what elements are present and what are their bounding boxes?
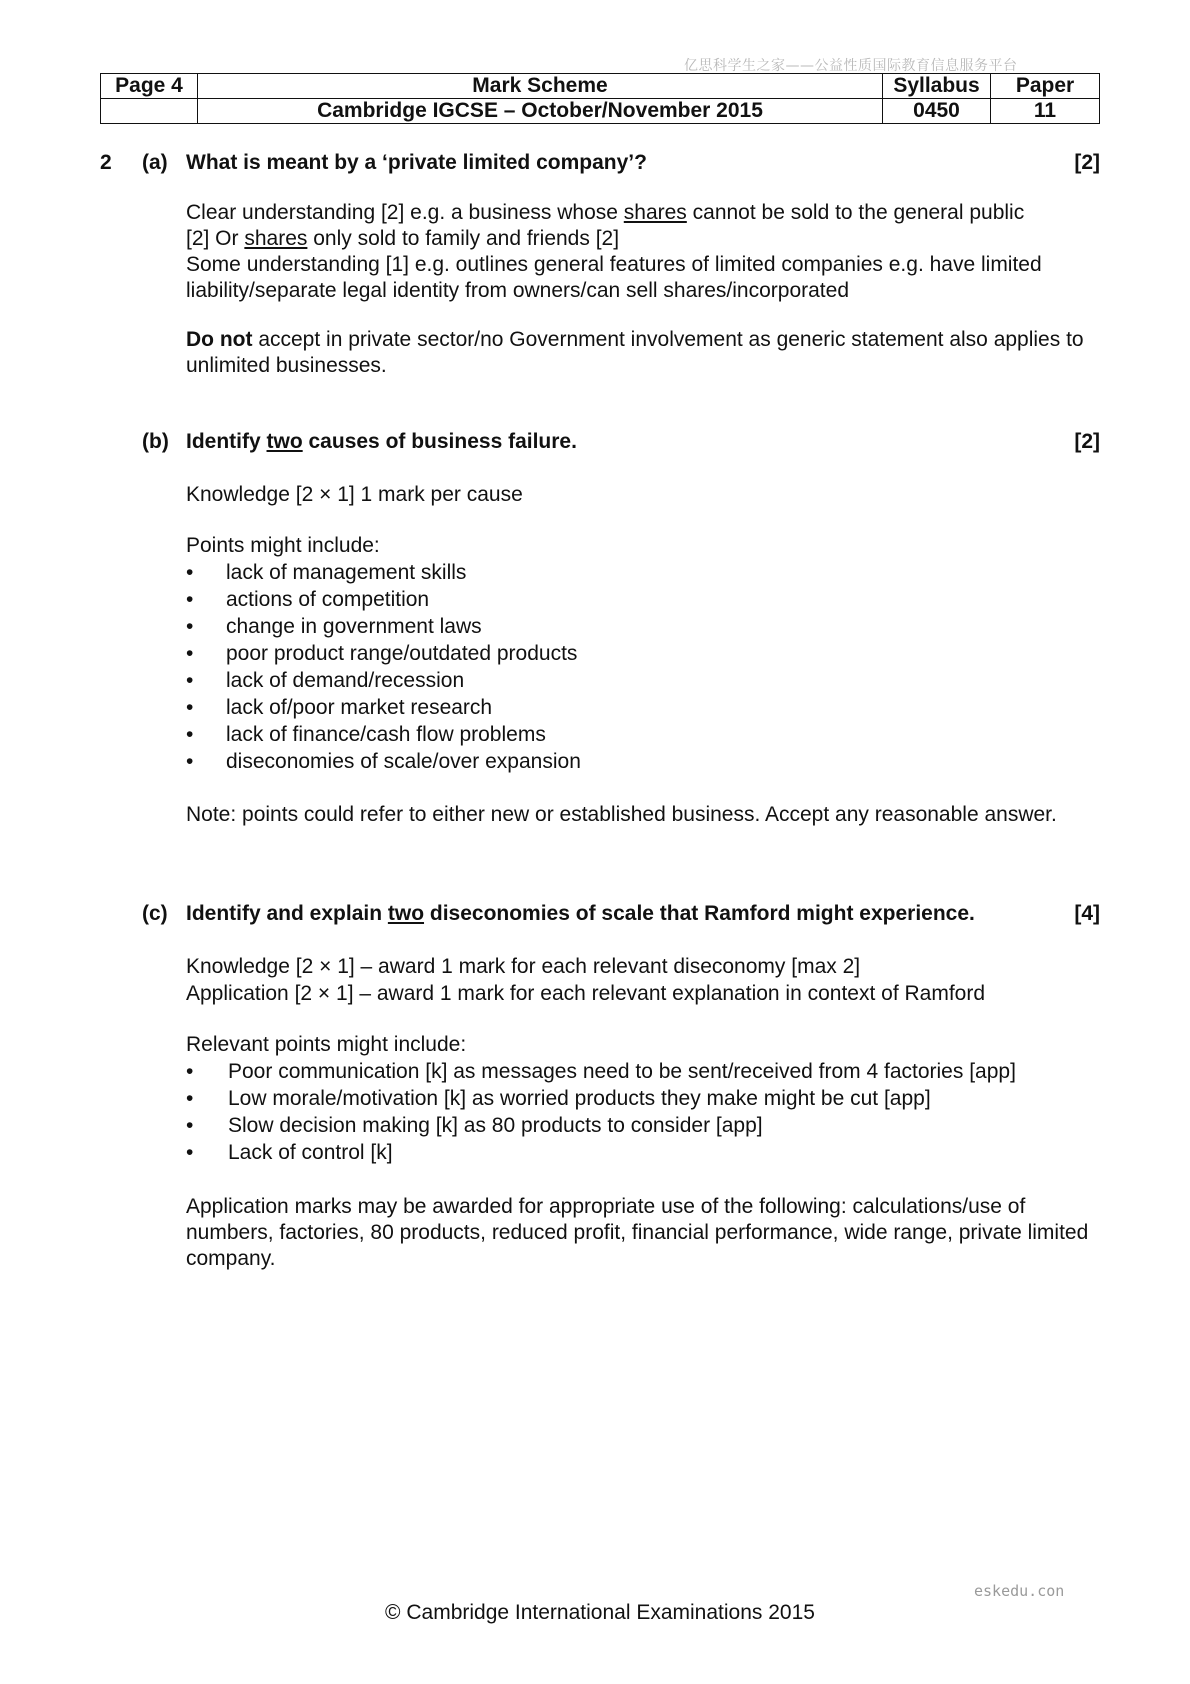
part-c-marks: [4] [1074,902,1100,925]
list-item: • actions of competition [186,586,581,613]
list-item: • diseconomies of scale/over expansion [186,748,581,775]
list-item: • Slow decision making [k] as 80 products to consider [app] [186,1112,1016,1139]
part-b-knowledge: Knowledge [2 × 1] 1 mark per cause [186,483,523,506]
list-item: • change in government laws [186,613,581,640]
list-item: • lack of/poor market research [186,694,581,721]
header-table [100,73,1100,124]
part-b-note: Note: points could refer to either new or established business. Accept any reasonable answer. [186,803,1057,826]
list-item: • lack of finance/cash flow problems [186,721,581,748]
list-item: • lack of demand/recession [186,667,581,694]
part-b-points-list [186,559,581,775]
question-number: 2 [100,151,112,174]
part-a-line3: Some understanding [1] e.g. outlines general features of limited companies e.g. have limited liability/separate legal identity from owners/can sell shares/incorporated [186,253,1042,302]
part-a-marks: [2] [1074,151,1100,174]
page-number: Page 4 [101,74,198,99]
part-a-do-not: Do not accept in private sector/no Government involvement as generic statement also applies to unlimited businesses. [186,328,1084,377]
list-item: • Poor communication [k] as messages need to be sent/received from 4 factories [app] [186,1058,1016,1085]
header-empty-cell [101,99,198,124]
part-a-answer [186,200,1106,304]
list-item: • poor product range/outdated products [186,640,581,667]
part-b-question: Identify two causes of business failure. [186,430,577,453]
syllabus-label: Syllabus [883,74,991,99]
part-c-points-list [186,1058,1016,1166]
part-a-question: What is meant by a ‘private limited company’? [186,151,647,174]
part-b-label: (b) [142,430,169,453]
syllabus-value: 0450 [883,99,991,124]
part-a-line2: [2] Or shares only sold to family and friends [2] [186,227,620,250]
part-c-points-intro: Relevant points might include: [186,1033,467,1056]
part-b-points-intro: Points might include: [186,534,380,557]
list-item: • lack of management skills [186,559,581,586]
part-c-question: Identify and explain two diseconomies of scale that Ramford might experience. [186,902,975,925]
part-c-knowledge: Knowledge [2 × 1] – award 1 mark for each relevant diseconomy [max 2] [186,955,861,978]
header-title: Mark Scheme [198,74,883,99]
part-b-marks: [2] [1074,430,1100,453]
part-a-line1: Clear understanding [2] e.g. a business whose shares cannot be sold to the general public [186,201,1025,224]
paper-label: Paper [991,74,1100,99]
list-item: • Lack of control [k] [186,1139,1016,1166]
part-c-application-note: Application marks may be awarded for appropriate use of the following: calculations/use of numbers, factories, 80 products, reduced profit, financial performance, wide range, private limited company. [186,1195,1089,1270]
watermark-top: 亿思科学生之家——公益性质国际教育信息服务平台 [684,58,1018,74]
footer-copyright: © Cambridge International Examinations 2015 [385,1601,815,1624]
part-c-application: Application [2 × 1] – award 1 mark for each relevant explanation in context of Ramford [186,982,986,1005]
part-c-label: (c) [142,902,168,925]
watermark-bottom: eskedu.con [974,1582,1065,1600]
paper-value: 11 [991,99,1100,124]
part-a-label: (a) [142,151,168,174]
list-item: • Low morale/motivation [k] as worried products they make might be cut [app] [186,1085,1016,1112]
header-subtitle: Cambridge IGCSE – October/November 2015 [198,99,883,124]
